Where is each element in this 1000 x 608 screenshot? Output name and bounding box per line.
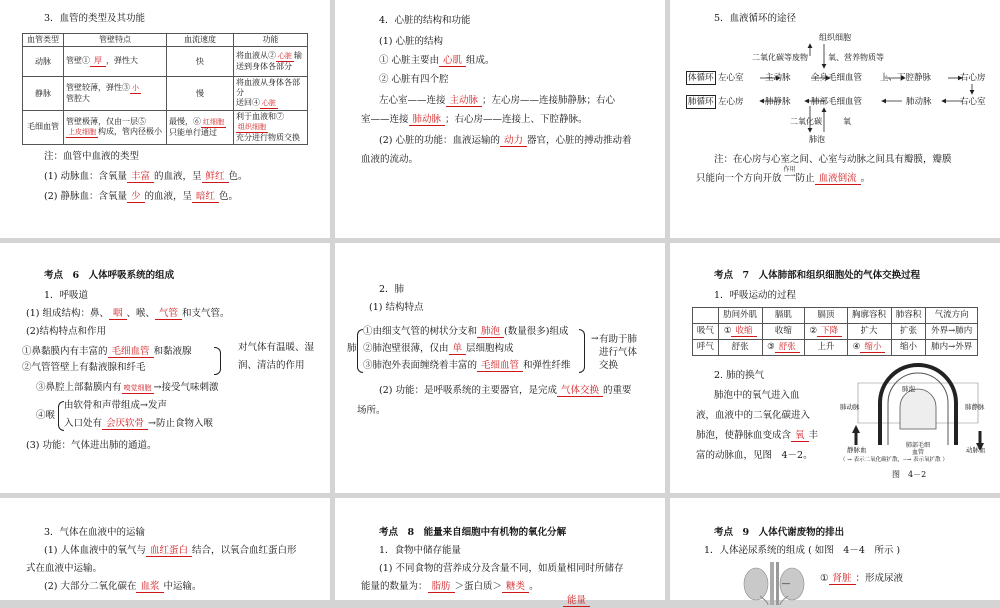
text-line: 润、清洁的作用 [238,360,305,371]
label-alveoli: 肺泡 [809,135,825,144]
slide-gas-transport [0,498,330,600]
table-cell: 将血液从② 心脏 输送到身体各部分 [234,47,308,77]
text-line: ② 心脏有四个腔 [379,74,449,85]
table-cell: 管壁① 厚 ，弹性大 [64,47,167,77]
sub-heading: 1．食物中储存能量 [379,545,462,556]
table-header: 气流方向 [926,308,978,324]
table-header: 血管类型 [23,34,64,47]
urinary-system-image [734,560,814,605]
text-line: (1) 动脉血：含氧量 丰富 的血液，呈 鲜红 色。 [44,171,248,182]
text-line: ①鼻黏膜内有丰富的 毛细血管 和黏液腺 [22,346,192,357]
figure-caption: 图 4－2 [892,470,927,479]
figure-legend: （ → 表示二氧化碳扩散，--→ 表示氧扩散 ） [840,457,948,463]
label-pulmonary: 肺循环 [686,95,716,109]
text-line: (1) 心脏的结构 [379,36,443,47]
table-cell: ① 收缩 [718,323,762,339]
slide-lung [335,243,665,493]
text-line: ③肺泡外表面缠绕着丰富的 毛细血管 和弹性纤维 [363,360,571,371]
label-lung: 肺 [347,343,357,354]
table-cell: 扩张 [891,323,926,339]
label-alveolus: 肺泡 [902,385,915,393]
text-line: 富的动脉血，见图 4－2。 [696,450,813,461]
table-header: 血流速度 [167,34,234,47]
section-heading: 考点 8 能量来自细胞中有机物的氧化分解 [379,527,567,538]
text-line: 室——连接 肺动脉 ；右心房——连接上、下腔静脉。 [361,114,588,125]
text-line: 肺泡，使静脉血变成含 氧 丰 [696,430,819,441]
text-line: ① 心脏主要由 心肌 组成。 [379,55,495,66]
label-systemic: 体循环 [686,71,716,85]
table-cell: 静脉 [23,77,64,111]
node: 右心房 [960,73,986,83]
text-line: 能量的数量为： 脂肪 ＞蛋白质＞ 糖类 。 [361,581,539,592]
text-line: (1) 不同食物的营养成分及含量不同，如质量相同时所储存 [379,563,624,574]
label-tissue-cells: 组织细胞 [819,33,851,42]
slide-energy [335,498,665,606]
text-line: (1) 组成结构：鼻、 咽 、喉、 气管 和支气管。 [26,308,230,319]
text-line: (1) 人体血液中的氧气与 血红蛋白 结合，以氧合血红蛋白形 [44,545,297,556]
text-line: (2) 大部分二氧化碳在 血浆 中运输。 [44,581,202,592]
slide-heart [335,0,665,238]
table-cell: 缩小 [891,339,926,355]
text-line: 血液的流动。 [361,154,419,165]
brace [579,329,585,373]
table-cell: 最慢，⑥ 红细胞 只能单行通过 [167,111,234,145]
text-line: (3) 功能：气体进出肺的通道。 [26,440,157,451]
text-line: 交换 [599,360,619,371]
table-header: 肋间外肌 [718,308,762,324]
node: 左心室 [718,73,744,83]
table-header: 膈肌 [762,308,804,324]
node: 左心房 [718,97,744,107]
text-line: ④喉 [36,410,56,421]
slide-circulation [670,0,1000,238]
table-cell: 扩大 [847,323,891,339]
sub-heading: 1．呼吸运动的过程 [714,290,797,301]
note-text: 注：在心房与心室之间、心室与动脉之间具有瓣膜，瓣膜 [714,154,952,165]
label-pulmonary-vein: 肺静脉 [965,403,985,411]
text-line: 液，血液中的二氧化碳进入 [696,410,811,421]
table-cell: 慢 [167,77,234,111]
table-cell: 肺内→外界 [926,339,978,355]
text-line: 场所。 [357,405,386,416]
table-header [693,308,719,324]
text-line: 左心室——连接 主动脉 ；左心房——连接肺静脉；右心 [379,95,616,106]
text-line: 由软骨和声带组成→发声 [64,400,167,411]
table-cell: 管壁极薄，仅由一层⑤ 上皮细胞 构成，管内径极小 [64,111,167,145]
text-line: 能量 [563,594,590,608]
breathing-table [692,307,978,356]
table-header: 肺容积 [891,308,926,324]
slide-blood-vessels [0,0,330,238]
table-cell: ② 下降 [805,323,847,339]
text-line: ②气管管壁上有黏液腺和纤毛 [22,362,146,373]
label-waste: 二氧化碳等废物 [752,53,808,62]
vessel-table [22,33,308,145]
table-cell: 动脉 [23,47,64,77]
table-cell: 吸气 [693,323,719,339]
section-heading: 考点 9 人体代谢废物的排出 [714,527,845,538]
section-heading: 考点 7 人体肺部和组织细胞处的气体交换过程 [714,270,921,281]
text-line: 肺泡中的氧气进入血 [714,390,800,401]
section-heading: 3．血管的类型及其功能 [44,13,146,24]
table-cell: 快 [167,47,234,77]
text-line: 进行气体 [599,347,638,358]
section-heading: 考点 6 人体呼吸系统的组成 [44,270,175,281]
text-line: 有助于肺 [599,334,638,345]
table-cell: 外界→肺内 [926,323,978,339]
table-cell: 管壁较薄，弹性③ 小 管腔大 [64,77,167,111]
text-line: (1) 结构特点 [369,302,424,313]
slide-respiratory-system [0,243,330,493]
table-header: 胸廓容积 [847,308,891,324]
note-text: 只能向一个方向开放 ― 作用 →防止 血液倒流 。 [696,166,871,184]
table-cell: 毛细血管 [23,111,64,145]
label-pulmonary-artery: 肺动脉 [840,403,860,411]
node: 肺部毛细血管 [811,97,863,107]
table-cell: ④ 缩小 [847,339,891,355]
text-line: (2) 静脉血：含氧量 少 的血液，呈 暗红 色。 [44,191,239,202]
node: 肺动脉 [906,97,932,107]
note-text: 注：血管中血液的类型 [44,151,140,162]
text-line: 对气体有温暖、湿 [238,342,315,353]
node: 主动脉 [765,73,791,83]
text-line: ① 肾脏 ：形成尿液 [820,573,904,584]
label-co2: 二氧化碳 [790,117,822,126]
text-line: → [591,334,599,344]
text-line: ③鼻腔上部黏膜内有 嗅觉细胞 →接受气味刺激 [36,382,219,393]
brace [214,347,221,375]
text-line: 式在血液中运输。 [26,563,103,574]
table-header: 功能 [234,34,308,47]
section-heading: 3．气体在血液中的运输 [44,527,146,538]
table-header: 膈顶 [805,308,847,324]
pointer-line: ― [782,579,790,588]
label-nutrients: 氧、营养物质等 [828,53,884,62]
node: 全身毛细血管 [811,73,863,83]
label-venous-blood: 静脉血 [847,446,867,454]
slide-excretion [670,498,1000,600]
table-header: 管壁特点 [64,34,167,47]
node: 上、下腔静脉 [880,73,932,83]
text-line: (2)结构特点和作用 [26,326,106,337]
node: 右心室 [960,97,986,107]
label-o2: 氧 [843,117,851,126]
table-cell: 呼气 [693,339,719,355]
section-heading: 2．肺 [379,284,405,295]
text-line: (2) 心脏的功能：血液运输的 动力 器官，心脏的搏动推动着 [379,135,632,146]
table-cell: 舒张 [718,339,762,355]
text-line: (2) 功能：是呼吸系统的主要器官，是完成 气体交换 的重要 [379,385,632,396]
table-cell: 收缩 [762,323,804,339]
section-heading: 5．血液循环的途径 [714,13,797,24]
slide-gas-exchange [670,243,1000,493]
label-arterial-blood: 动脉血 [966,446,986,454]
sub-heading: 1．呼吸道 [44,290,89,301]
sub-heading: 1．人体泌尿系统的组成 ( 如图 4－4 所示 ) [704,545,901,556]
text-line: 入口处有 会厌软骨 →防止食物入喉 [64,418,213,429]
node: 肺静脉 [765,97,791,107]
table-cell: 上升 [805,339,847,355]
section-heading: 4．心脏的结构和功能 [379,15,471,26]
sub-heading: 2. 肺的换气 [714,370,765,381]
label-capillaries: 肺部毛细血管 [905,442,930,456]
table-cell: 利于血液和⑦组织细胞 充分进行物质交换 [234,111,308,145]
table-cell: 将血液从身体各部分 送回④ 心脏 [234,77,308,111]
text-line: ①由细支气管的树状分支和 肺泡 (数量很多)组成 [363,326,569,337]
table-cell: ③ 舒张 [762,339,804,355]
text-line: ②肺泡壁很薄，仅由 单 层细胞构成 [363,343,514,354]
